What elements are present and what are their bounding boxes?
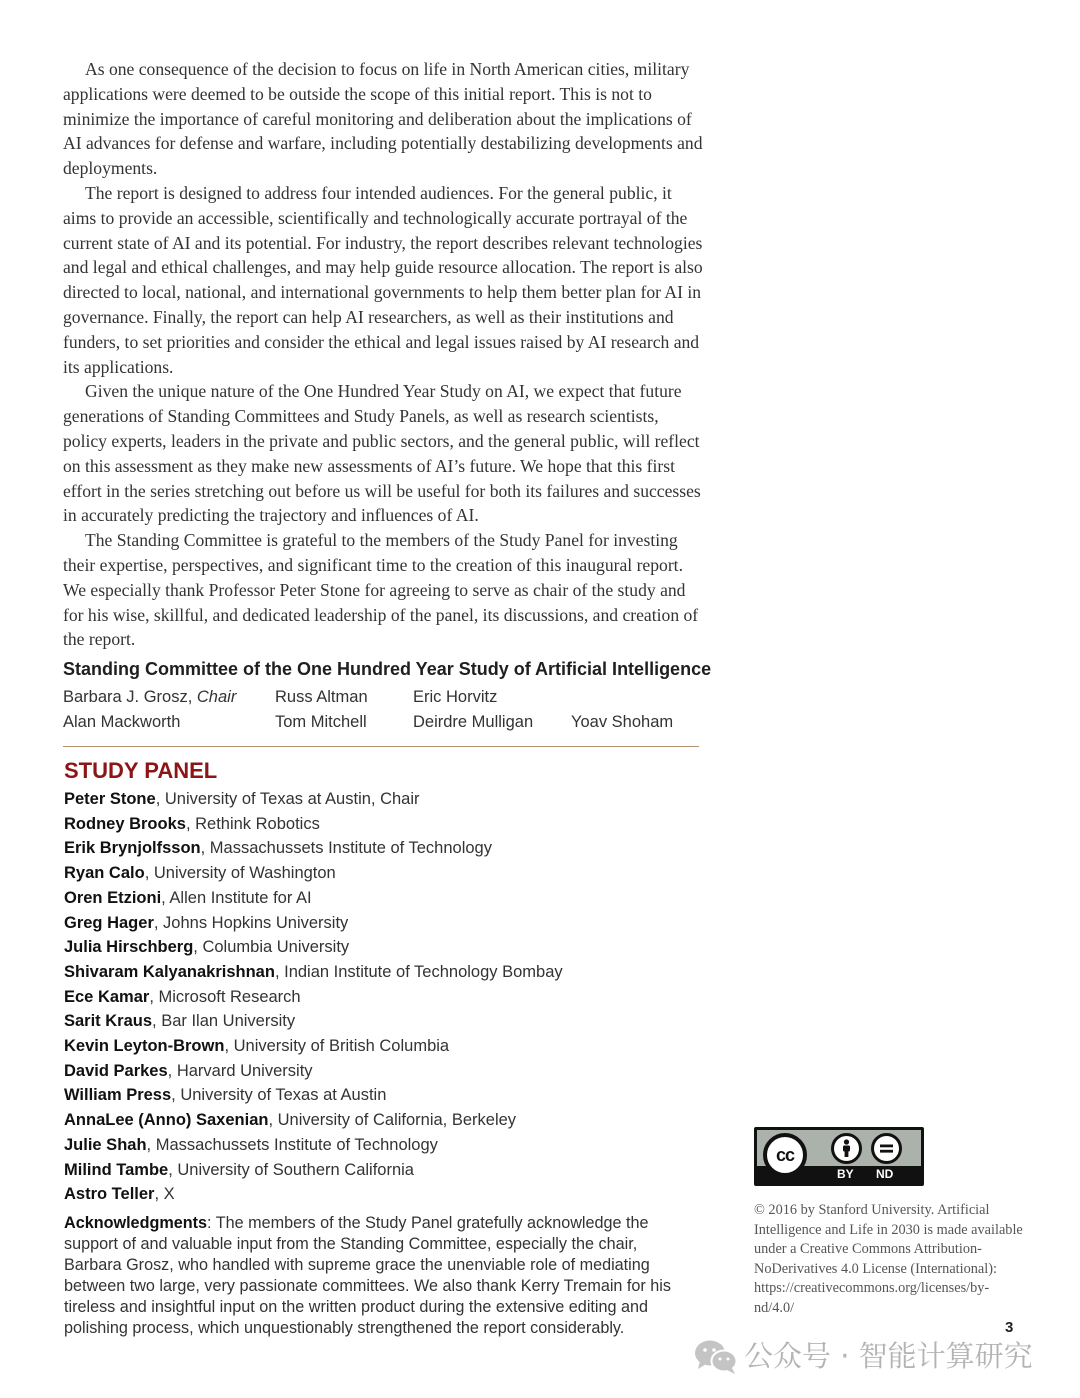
panel-member <box>64 836 563 861</box>
attribution-person-icon <box>831 1133 862 1164</box>
watermark-text: 公众号 · 智能计算研究 <box>744 1339 1033 1373</box>
acknowledgments <box>64 1213 689 1339</box>
panel-member-affiliation: , University of British Columbia <box>224 1037 450 1056</box>
intro-paragraph: Given the unique nature of the One Hundred Year Study on AI, we expect that future generations of Standing Committees and Study Panels, as well as research scientists, policy experts, leaders in the private and public sectors, and the general public, will reflect on this assessment as they make new assessments of AI’s future. We hope that this first effort in the series stretching out before us will be useful for both its failures and successes in accurately predicting the trajectory and influences of AI. <box>63 381 701 526</box>
acknowledgments-text: : The members of the Study Panel gratefully acknowledge the support of and valuable input from the Standing Committee, especially the chair, Barbara Grosz, who handled with supreme grace the unenviable role of mediating between two large, very passionate committees. We also thank Kerry Tremain for his tireless and insightful input on the written product during the extensive editing and polishing process, which unquestionably strengthened the report considerably. <box>64 1214 671 1337</box>
panel-member-affiliation: , Indian Institute of Technology Bombay <box>274 962 563 981</box>
panel-member-name: Ece Kamar <box>64 987 150 1006</box>
panel-member <box>64 886 563 911</box>
study-panel-list <box>64 787 563 1207</box>
panel-member-name: Julie Shah <box>64 1135 147 1154</box>
panel-member-name: Erik Brynjolfsson <box>64 839 201 858</box>
cc-nd-label: ND <box>876 1167 894 1181</box>
panel-member <box>64 985 563 1010</box>
panel-member <box>64 911 563 936</box>
panel-member-affiliation: , Bar Ilan University <box>152 1012 296 1031</box>
panel-member-affiliation: , Harvard University <box>167 1061 313 1080</box>
panel-member-affiliation: , Allen Institute for AI <box>161 888 312 907</box>
panel-member-affiliation: , University of Washington <box>144 864 336 883</box>
cc-by-label: BY <box>837 1167 854 1181</box>
standing-committee-title: Standing Committee of the One Hundred Year Study of Artificial Intelligence <box>63 659 712 679</box>
section-divider <box>63 746 699 747</box>
wechat-icon <box>694 1339 738 1375</box>
committee-member: Tom Mitchell <box>275 713 367 731</box>
panel-member-name: Kevin Leyton-Brown <box>64 1037 225 1056</box>
panel-member <box>64 861 563 886</box>
study-panel-title: STUDY PANEL <box>64 758 218 783</box>
panel-member-affiliation: , Columbia University <box>193 938 350 957</box>
panel-member-name: Rodney Brooks <box>64 814 186 833</box>
panel-member-name: Sarit Kraus <box>64 1012 153 1031</box>
panel-member-affiliation: , Massachussets Institute of Technology <box>200 839 492 858</box>
acknowledgments-label: Acknowledgments <box>64 1214 208 1232</box>
panel-member <box>64 787 563 812</box>
panel-member-name: Milind Tambe <box>64 1160 169 1179</box>
cc-license-badge[interactable] <box>754 1127 924 1186</box>
intro-paragraph: As one consequence of the decision to focus on life in North American cities, military applications were deemed to be outside the scope of this initial report. This is not to minimize the importance of careful monitoring and deliberation about the implications of AI advances for defense and warfare, including potentially destabilizing developments and deployments. <box>63 59 703 179</box>
panel-member-name: Peter Stone <box>64 790 156 808</box>
panel-member-affiliation: , University of Texas at Austin <box>171 1086 387 1105</box>
panel-member-name: Greg Hager <box>64 913 154 932</box>
panel-member-affiliation: , University of Southern California <box>168 1160 414 1179</box>
panel-member <box>64 960 563 985</box>
page-number: 3 <box>1005 1319 1014 1336</box>
panel-member-name: AnnaLee (Anno) Saxenian <box>64 1111 269 1130</box>
committee-chair-role: Chair <box>196 688 237 706</box>
panel-member-name: William Press <box>64 1086 172 1105</box>
committee-chair-name: Barbara J. Grosz, <box>63 688 197 706</box>
copyright-notice: © 2016 by Stanford University. Artificial Intelligence and Life in 2030 is made available under a Creative Commons Attribution-NoDerivatives 4.0 License (International): https://creativecommons.org/licenses/by-nd/4.0/ <box>754 1202 1023 1316</box>
panel-member <box>64 1182 563 1207</box>
panel-member-affiliation: , Massachussets Institute of Technology <box>146 1135 438 1154</box>
cc-logo-icon: cc <box>763 1133 807 1177</box>
panel-member <box>64 812 563 837</box>
attribution-person-glyph <box>834 1136 859 1161</box>
panel-member <box>64 1158 563 1183</box>
committee-member: Deirdre Mulligan <box>413 713 534 731</box>
committee-member: Yoav Shoham <box>571 713 674 731</box>
panel-member-name: Shivaram Kalyanakrishnan <box>64 962 275 981</box>
panel-member-affiliation: , Johns Hopkins University <box>153 913 349 932</box>
intro-paragraph: The Standing Committee is grateful to the members of the Study Panel for investing their expertise, perspectives, and significant time to the creation of this inaugural report. We especially thank Professor Peter Stone for agreeing to serve as chair of the study and for his wise, skillful, and dedicated leadership of the panel, its discussions, and creation of the report. <box>63 530 699 650</box>
panel-member-affiliation: , Microsoft Research <box>149 987 301 1006</box>
panel-member-affiliation: , University of Texas at Austin, Chair <box>155 790 420 808</box>
committee-member-chair <box>63 688 236 707</box>
panel-member-affiliation: , Rethink Robotics <box>185 814 320 833</box>
committee-member: Eric Horvitz <box>413 688 498 706</box>
panel-member-affiliation: , X <box>154 1185 175 1204</box>
panel-member <box>64 935 563 960</box>
panel-member <box>64 1133 563 1158</box>
panel-member <box>64 1034 563 1059</box>
panel-member-name: Ryan Calo <box>64 864 145 883</box>
intro-text <box>63 57 703 652</box>
committee-member: Alan Mackworth <box>63 713 181 731</box>
panel-member-name: David Parkes <box>64 1061 168 1080</box>
panel-member <box>64 1108 563 1133</box>
panel-member-name: Astro Teller <box>64 1185 155 1204</box>
committee-member: Russ Altman <box>275 688 368 706</box>
panel-member <box>64 1083 563 1108</box>
noderivatives-equal-glyph <box>874 1136 899 1161</box>
cc-badge-panel <box>757 1130 921 1183</box>
panel-member-affiliation: , University of California, Berkeley <box>268 1111 517 1130</box>
panel-member-name: Julia Hirschberg <box>64 938 194 957</box>
noderivatives-equal-icon <box>871 1133 902 1164</box>
watermark <box>694 1337 1054 1377</box>
panel-member-name: Oren Etzioni <box>64 888 162 907</box>
panel-member <box>64 1009 563 1034</box>
intro-paragraph: The report is designed to address four intended audiences. For the general public, it aims to provide an accessible, scientifically and technologically accurate portrayal of the current state of AI and its potential. For industry, the report describes relevant technologies and legal and ethical challenges, and may help guide resource allocation. The report is also directed to local, national, and international governments to help them better plan for AI in governance. Finally, the report can help AI researchers, as well as their institutions and funders, to set priorities and consider the ethical and legal issues raised by AI research and its applications. <box>63 182 703 377</box>
panel-member <box>64 1059 563 1084</box>
